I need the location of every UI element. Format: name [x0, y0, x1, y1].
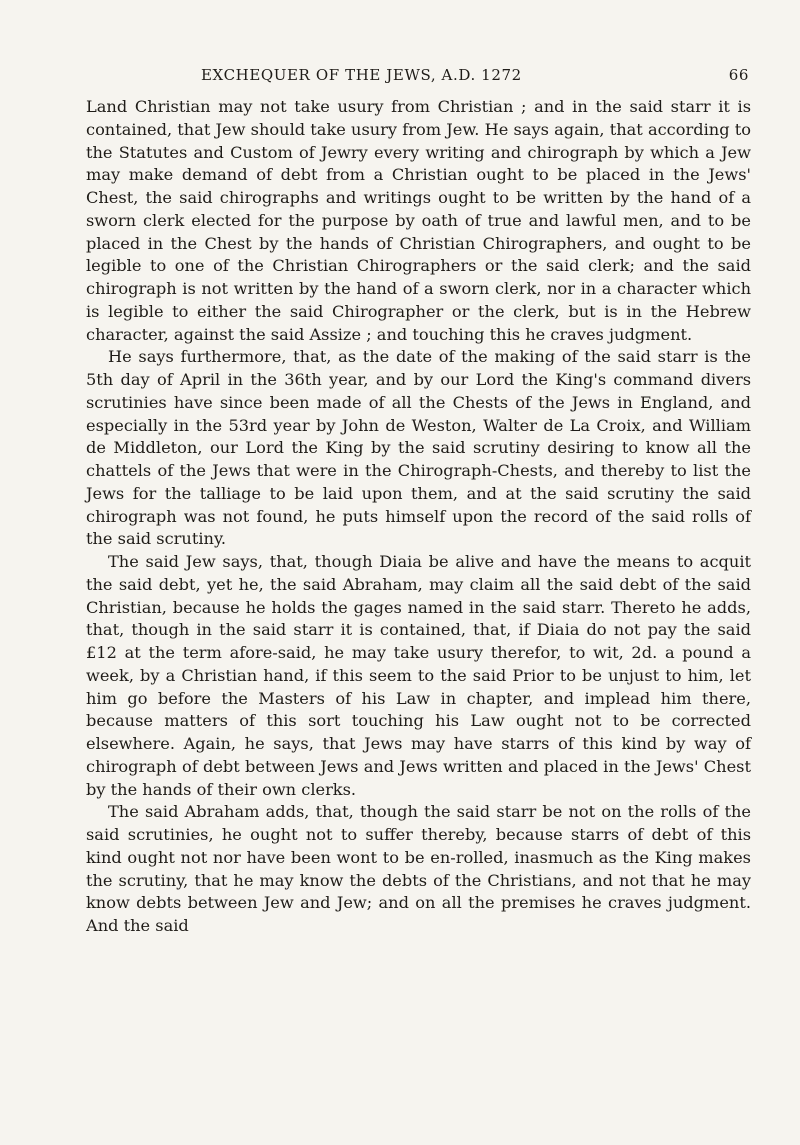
page-number: 66 [728, 66, 749, 84]
paragraph-4: The said Abraham adds, that, though the said starr be not on the rolls of the said scrutinies, he ought not to suffer thereby, because starrs of debt of this kind ought not nor have been wont to be en-rolled, inasmuch as the King makes the scrutiny, that he may know the debts of the Christians, and not that he may know debts between Jew and Jew; and on all the premises he craves judgment. And the said [86, 802, 751, 935]
running-title: EXCHEQUER OF THE JEWS, A.D. 1272 [201, 66, 522, 84]
running-head [86, 58, 751, 88]
book-page [86, 58, 751, 938]
paragraph-3: The said Jew says, that, though Diaia be alive and have the means to acquit the said debt, yet he, the said Abraham, may claim all the said debt of the said Christian, because he holds the gages named in the said starr. Thereto he adds, that, though in the said starr it is contained, that, if Diaia do not pay the said £12 at the term afore-said, he may take usury therefor, to wit, 2d. a pound a week, by a Christian hand, if this seem to the said Prior to be unjust to him, let him go before the Masters of his Law in chapter, and implead him there, because matters of this sort touching his Law ought not to be corrected elsewhere. Again, he says, that Jews may have starrs of this kind by way of chirograph of debt between Jews and Jews written and placed in the Jews' Chest by the hands of their own clerks. [86, 552, 751, 799]
body-text [86, 96, 751, 938]
paragraph-2: He says furthermore, that, as the date of the making of the said starr is the 5th day of April in the 36th year, and by our Lord the King's command divers scrutinies have since been made of all the Chests of the Jews in England, and especially in the 53rd year by John de Weston, Walter de La Croix, and William de Middleton, our Lord the King by the said scrutiny desiring to know all the chattels of the Jews that were in the Chirograph-Chests, and thereby to list the Jews for the talliage to be laid upon them, and at the said scrutiny the said chirograph was not found, he puts himself upon the record of the said rolls of the said scrutiny. [86, 347, 751, 549]
paragraph-1: Land Christian may not take usury from Christian ; and in the said starr it is contained, that Jew should take usury from Jew. He says again, that according to the Statutes and Custom of Jewry every writing and chirograph by which a Jew may make demand of debt from a Christian ought to be placed in the Jews' Chest, the said chirographs and writings ought to be written by the hand of a sworn clerk elected for the purpose by oath of true and lawful men, and to be placed in the Chest by the hands of Christian Chirographers, and ought to be legible to one of the Christian Chirographers or the said clerk; and the said chirograph is not written by the hand of a sworn clerk, nor in a character which is legible to either the said Chirographer or the clerk, but is in the Hebrew character, against the said Assize ; and touching this he craves judgment. [86, 97, 751, 344]
